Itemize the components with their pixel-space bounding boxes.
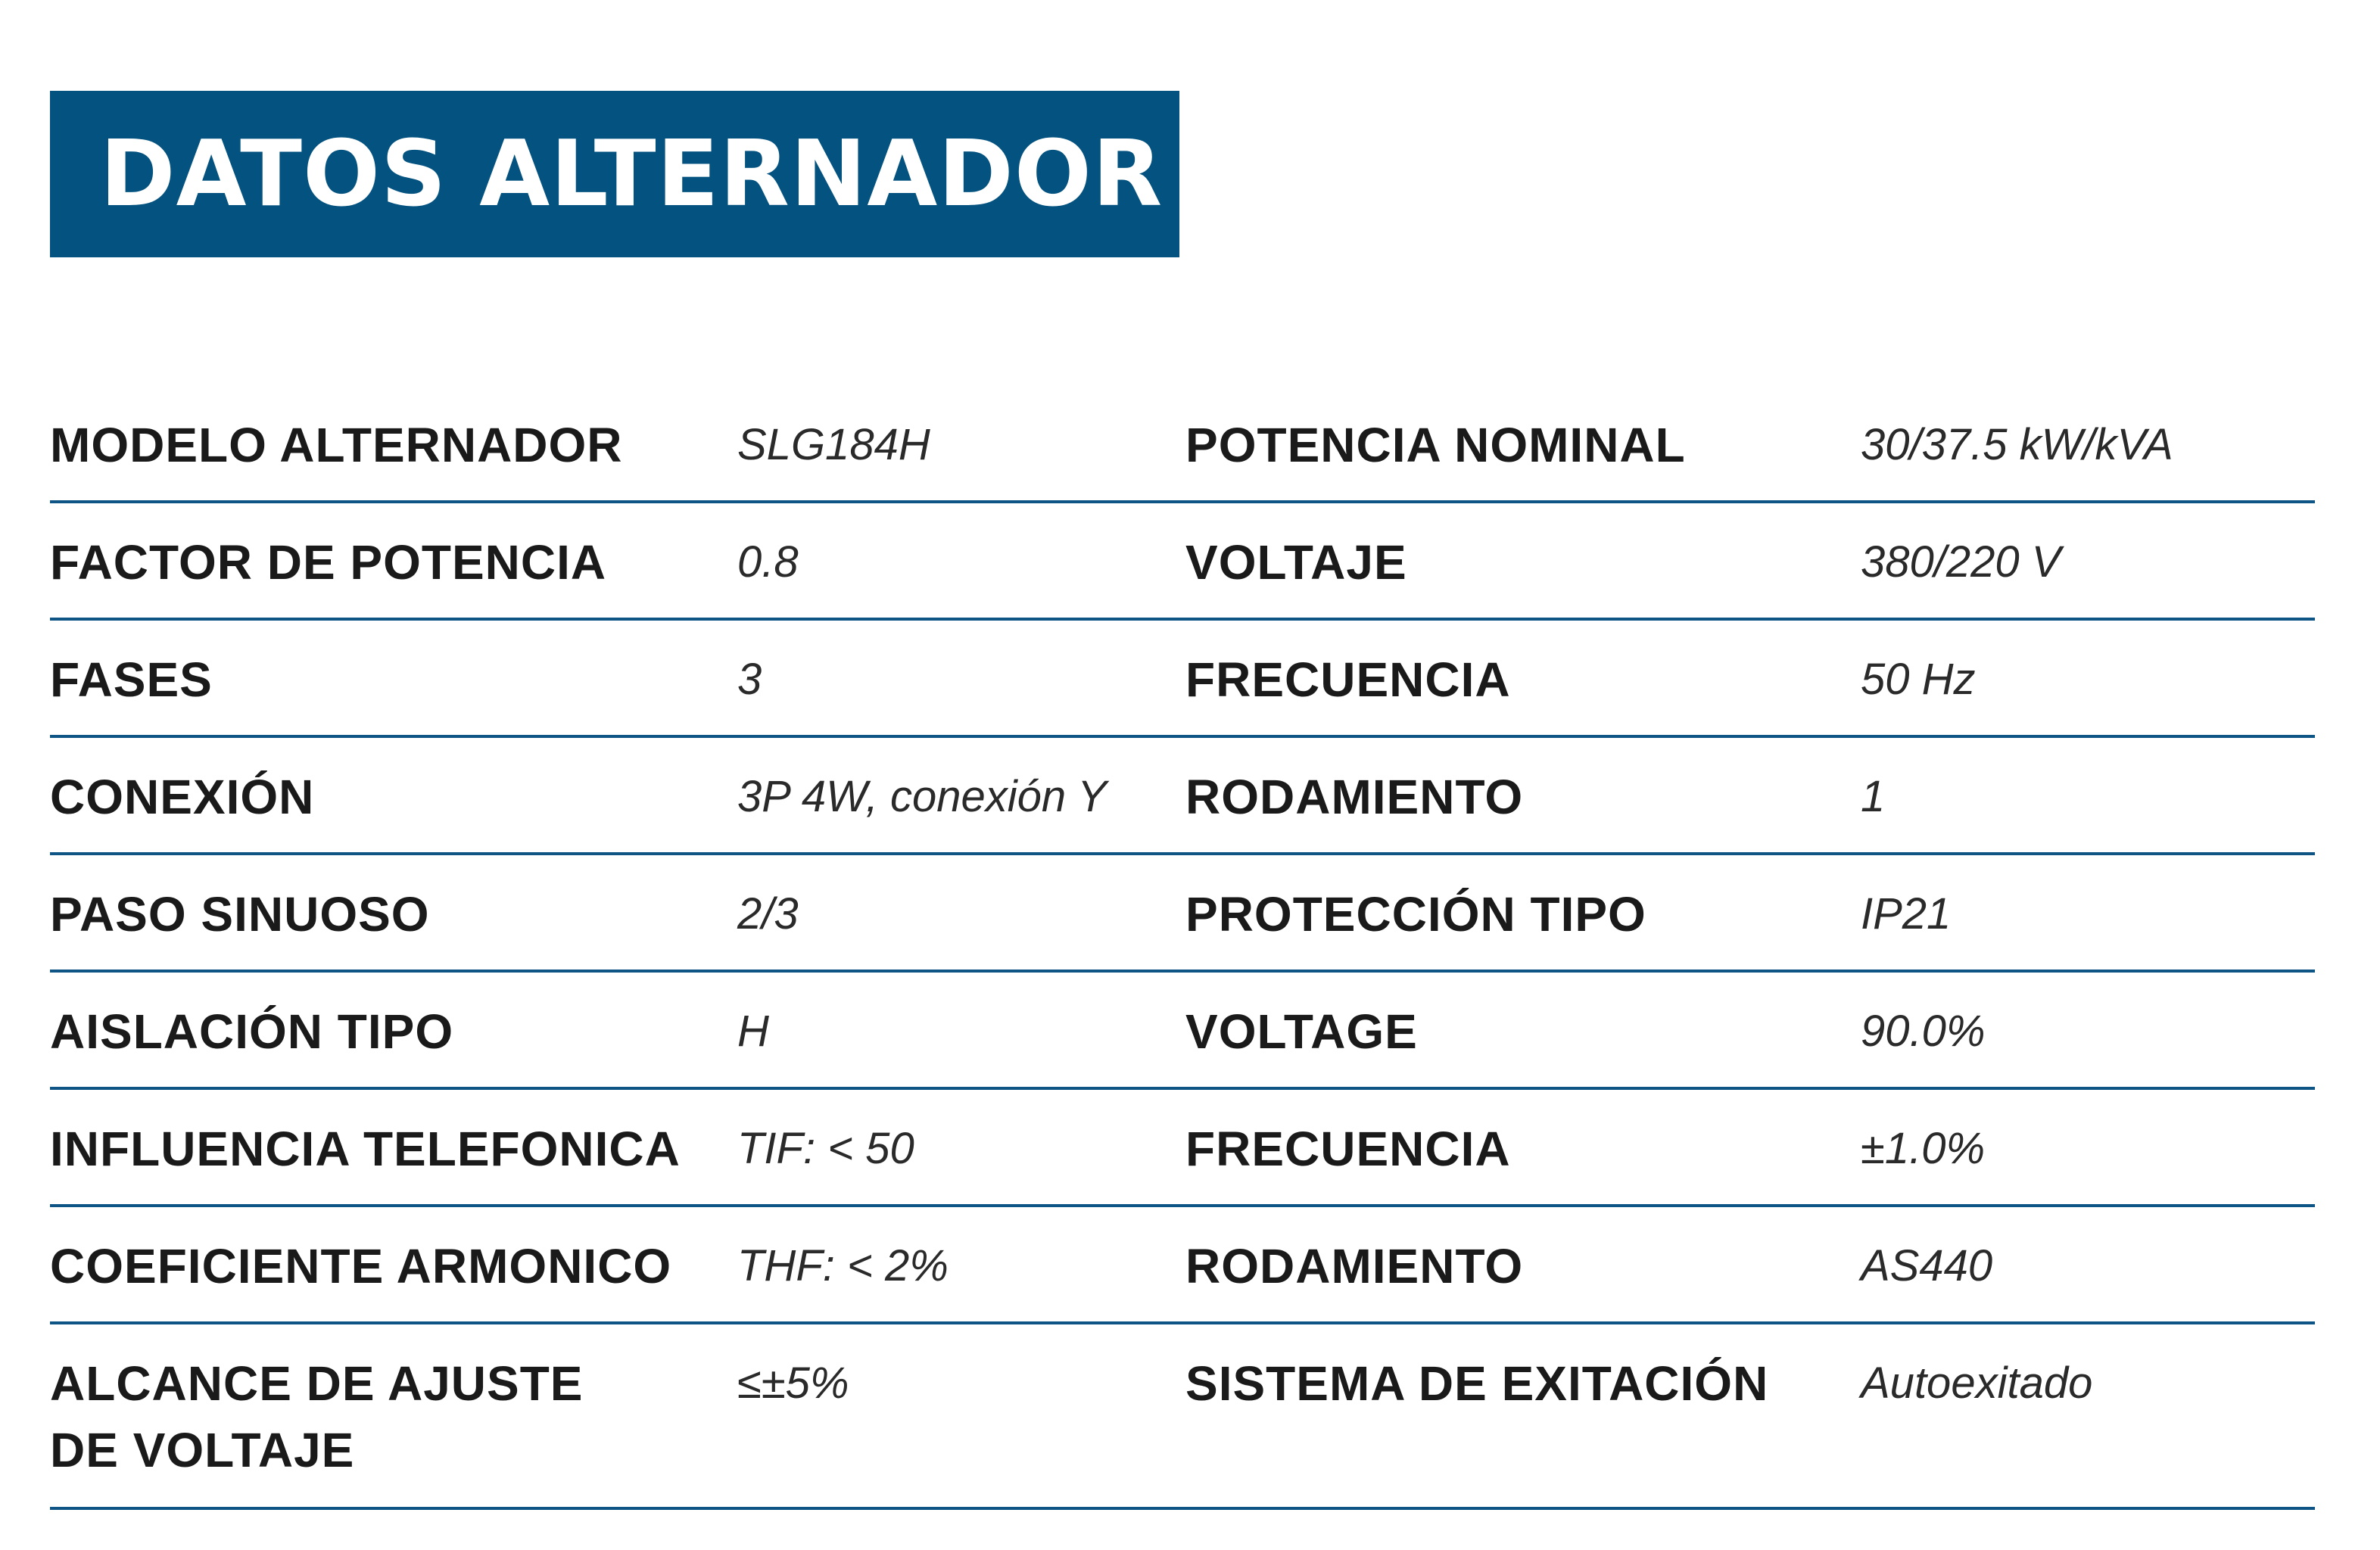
spec-value: 380/220 V [1861,537,2061,587]
spec-value: 0.8 [737,537,799,587]
title-banner [50,91,1179,257]
spec-value: SLG184H [737,420,930,469]
spec-value: THF: < 2% [737,1241,949,1290]
spec-value: 3 [737,655,762,704]
table-row [50,503,2315,621]
spec-label: FASES [50,652,213,707]
table-row [50,738,2315,855]
spec-label: FACTOR DE POTENCIA [50,535,607,590]
spec-label: RODAMIENTO [1185,770,1524,824]
spec-label: SISTEMA DE EXITACIÓN [1185,1356,1769,1411]
spec-label-line: DE VOLTAJE [50,1423,355,1477]
page-title: DATOS ALTERNADOR [100,121,1164,227]
spec-value: 3P 4W, conexión Y [737,772,1107,821]
table-row [50,1324,2315,1510]
spec-label: POTENCIA NOMINAL [1185,418,1686,472]
spec-value: ±1.0% [1861,1124,1986,1173]
spec-label: MODELO ALTERNADOR [50,418,623,472]
spec-value: IP21 [1861,889,1952,938]
spec-label: AISLACIÓN TIPO [50,1004,454,1059]
table-row [50,386,2315,503]
spec-label [50,1350,701,1483]
spec-label: PROTECCIÓN TIPO [1185,887,1646,942]
spec-value: TIF: < 50 [737,1124,914,1173]
spec-label: FRECUENCIA [1185,652,1511,707]
table-row [50,1090,2315,1207]
spec-value: 1 [1861,772,1886,821]
spec-value: H [737,1007,769,1056]
spec-label: INFLUENCIA TELEFONICA [50,1122,681,1176]
spec-label: VOLTAJE [1185,535,1407,590]
spec-value: 2/3 [737,889,799,938]
table-row [50,621,2315,738]
spec-label: PASO SINUOSO [50,887,430,942]
spec-label: FRECUENCIA [1185,1122,1511,1176]
spec-label-line: ALCANCE DE AJUSTE [50,1356,584,1411]
spec-value: ≤±5% [737,1359,849,1408]
spec-label: COEFICIENTE ARMONICO [50,1239,672,1293]
spec-value: AS440 [1861,1241,1993,1290]
spec-label: VOLTAGE [1185,1004,1418,1059]
spec-value: 90.0% [1861,1007,1986,1056]
spec-label: RODAMIENTO [1185,1239,1524,1293]
table-row [50,855,2315,973]
spec-value: 30/37.5 kW/kVA [1861,420,2173,469]
spec-value: 50 Hz [1861,655,1976,704]
spec-value: Autoexitado [1861,1359,2093,1408]
spec-label: CONEXIÓN [50,770,315,824]
table-row [50,973,2315,1090]
table-row [50,1207,2315,1324]
spec-table [50,386,2315,1510]
